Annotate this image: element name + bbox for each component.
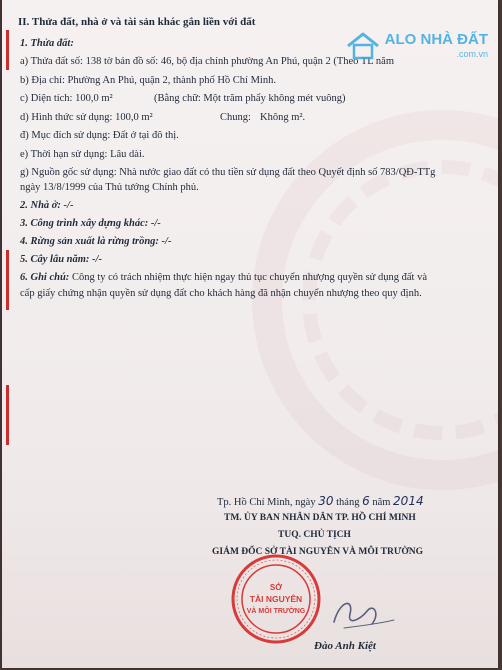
- note-label: 6. Ghi chú:: [20, 272, 70, 283]
- signer-role: GIÁM ĐỐC SỞ TÀI NGUYÊN VÀ MÔI TRƯỜNG: [212, 547, 424, 557]
- usage-purpose: đ) Mục đích sử dụng: Đất ở tại đô thị.: [20, 130, 179, 141]
- heading-land-parcel: 1. Thửa đất:: [20, 38, 74, 49]
- delegation-line: TUQ. CHỦ TỊCH: [278, 530, 351, 540]
- page-edge-mark: [6, 250, 9, 310]
- page-edge-mark: [6, 30, 9, 70]
- seal-line2: TÀI NGUYÊN: [249, 594, 303, 604]
- house-item: 2. Nhà ở: -/-: [20, 200, 74, 211]
- note-text-cont: cấp giấy chứng nhận quyền sử dụng đất cho khách hàng đã nhận chuyển nhượng theo quy định.: [20, 288, 422, 299]
- note-item: [20, 272, 427, 283]
- date-day: 30: [318, 494, 334, 508]
- date-month-label: tháng: [336, 497, 360, 508]
- other-construction-item: 3. Công trình xây dựng khác: -/-: [20, 218, 161, 229]
- date-month: 6: [362, 494, 370, 508]
- date-prefix: Tp. Hồ Chí Minh, ngày: [217, 497, 316, 508]
- issuing-authority: TM. ỦY BAN NHÂN DÂN TP. HỒ CHÍ MINH: [224, 513, 416, 523]
- house-icon: [345, 30, 381, 60]
- certificate-page: [2, 0, 498, 668]
- handwritten-signature: [320, 580, 410, 640]
- signer-name: Đào Anh Kiệt: [314, 640, 376, 652]
- section-title: II. Thửa đất, nhà ở và tài sản khác gắn liền với đất: [18, 16, 256, 28]
- watermark-domain: .com.vn: [456, 49, 488, 59]
- seal-line1: SỞ: [269, 583, 283, 592]
- date-year-label: năm: [372, 497, 391, 508]
- usage-term: e) Thời hạn sử dụng: Lâu dài.: [20, 149, 145, 160]
- usage-form: d) Hình thức sử dụng: 100,0 m²: [20, 112, 153, 123]
- note-text: Công ty có trách nhiệm thực hiện ngay thủ tục chuyển nhượng quyền sử dụng đất và: [69, 272, 427, 283]
- page-edge-mark: [6, 385, 9, 445]
- site-watermark: [345, 30, 488, 60]
- parcel-address: b) Địa chỉ: Phường An Phú, quận 2, thành phố Hồ Chí Minh.: [20, 75, 276, 86]
- watermark-text: [385, 31, 488, 59]
- watermark-brand: ALO NHÀ ĐẤT: [384, 31, 488, 48]
- parcel-number: a) Thửa đất số: 138 tờ bản đồ số: 46, bộ địa chính phường An Phú, quận 2 (Theo TL năm: [20, 56, 394, 67]
- perennial-trees-item: 5. Cây lâu năm: -/-: [20, 254, 102, 265]
- planted-forest-item: 4. Rừng sản xuất là rừng trồng: -/-: [20, 236, 172, 247]
- signing-date: [217, 494, 424, 508]
- usage-origin: g) Nguồn gốc sử dụng: Nhà nước giao đất có thu tiền sử dụng đất theo Quyết định số 783/QĐ-TTg: [20, 167, 436, 178]
- usage-shared-value: Không m².: [260, 112, 306, 123]
- parcel-area: c) Diện tích: 100,0 m²: [20, 93, 113, 104]
- seal-line3: VÀ MÔI TRƯỜNG: [246, 608, 306, 615]
- usage-shared-label: Chung:: [220, 112, 251, 123]
- usage-origin-cont: ngày 13/8/1999 của Thủ tướng Chính phủ.: [20, 182, 199, 193]
- official-seal: [230, 553, 322, 645]
- date-year: 2014: [393, 494, 424, 508]
- parcel-area-words: (Bằng chữ: Một trăm phẩy không mét vuông): [154, 93, 346, 104]
